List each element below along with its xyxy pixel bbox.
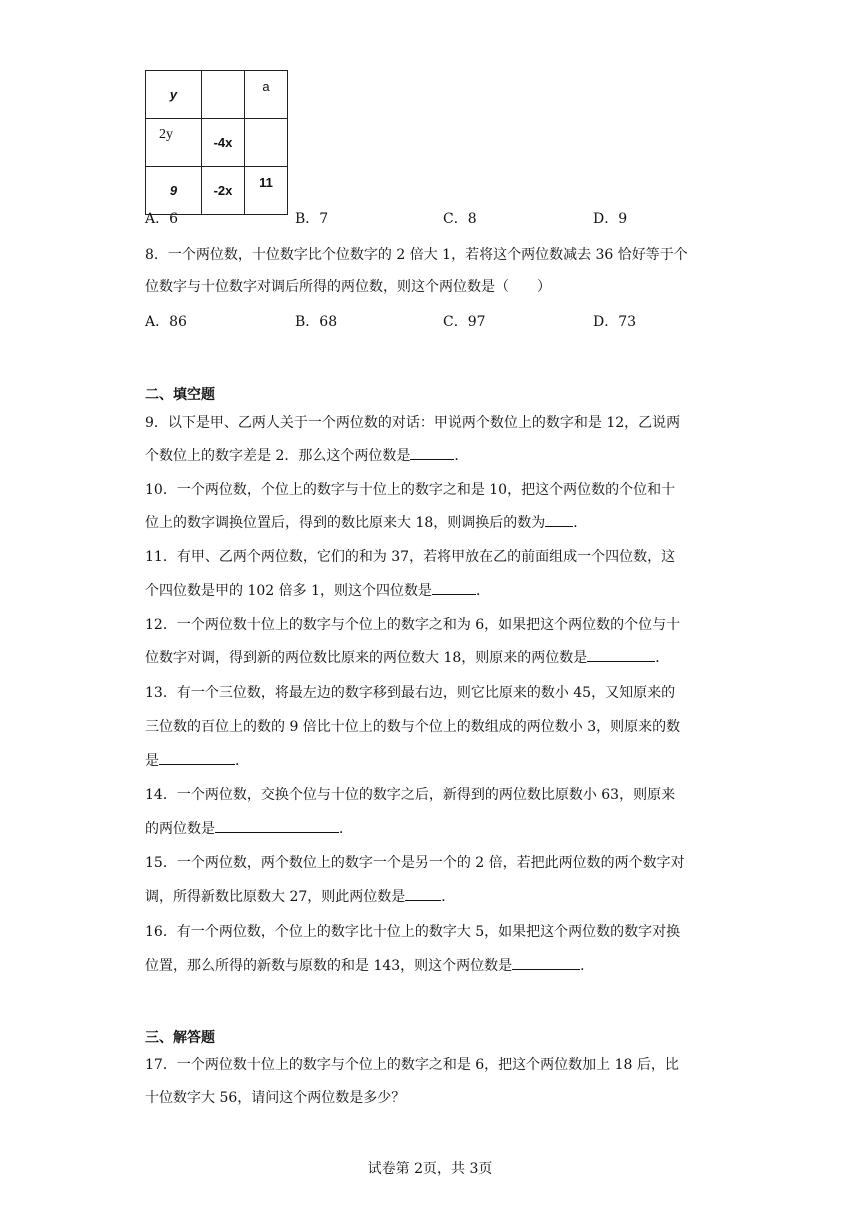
question-text: ．: [475, 583, 490, 599]
q14-line-2: [145, 818, 353, 838]
q8-line-2: 位数字与十位数字对调后所得的两位数，则这个两位数是（ ）: [145, 279, 551, 295]
q9-line-2: [145, 445, 468, 465]
question-text: 个数位上的数字差是 2．那么这个两位数是: [145, 448, 411, 464]
question-text: ．: [655, 650, 670, 666]
grid-cell: -2x: [202, 167, 245, 215]
q15-line-1: 15．一个两位数，两个数位上的数字一个是另一个的 2 倍，若把此两位数的两个数字对: [145, 855, 685, 871]
q13-line-2: 三位数的百位上的数的 9 倍比十位上的数与个位上的数组成的两位数小 3，则原来的数: [145, 719, 681, 735]
option-a: A．6: [145, 211, 179, 227]
q16-line-2: [145, 955, 594, 975]
page-footer: 试卷第 2页，共 3页: [367, 1161, 493, 1177]
question-text: ．: [454, 448, 469, 464]
answer-blank[interactable]: [512, 955, 580, 970]
q14-line-1: 14．一个两位数，交换个位与十位的数字之后，新得到的两位数比原数小 63，则原来: [145, 787, 676, 803]
question-text: ．: [580, 958, 595, 974]
question-text: ．: [573, 515, 588, 531]
q17-line-2: 十位数字大 56，请问这个两位数是多少？: [145, 1090, 406, 1106]
grid-cell: 9: [146, 167, 202, 215]
answer-blank[interactable]: [405, 886, 441, 901]
section-heading: 三、解答题: [145, 1030, 215, 1046]
question-text: 的两位数是: [145, 821, 215, 837]
q12-line-1: 12．一个两位数十位上的数字与个位上的数字之和为 6，如果把这个两位数的个位与十: [145, 617, 681, 633]
answer-blank[interactable]: [159, 750, 235, 765]
q10-line-2: [145, 512, 587, 532]
grid-cell: a: [245, 71, 288, 119]
answer-blank[interactable]: [545, 512, 573, 527]
grid-cell: y: [146, 71, 202, 119]
q11-line-2: [145, 580, 490, 600]
q8-line-1: 8．一个两位数，十位数字比个位数字的 2 倍大 1，若将这个两位数减去 36 恰好等于个: [145, 247, 688, 263]
answer-blank[interactable]: [432, 580, 476, 595]
option-c: C．97: [443, 314, 486, 330]
question-text: ．: [441, 889, 456, 905]
q13-line-3: [145, 750, 249, 770]
q15-line-2: [145, 886, 455, 906]
number-grid: [145, 70, 288, 215]
option-a: A．86: [145, 314, 187, 330]
grid-cell: 11: [245, 167, 288, 215]
q11-line-1: 11．有甲、乙两个两位数，它们的和为 37，若将甲放在乙的前面组成一个四位数，这: [145, 549, 676, 565]
q9-line-1: 9．以下是甲、乙两人关于一个两位数的对话：甲说两个数位上的数字和是 12，乙说两: [145, 415, 681, 431]
answer-blank[interactable]: [587, 647, 655, 662]
q7-options: [145, 208, 705, 228]
q16-line-1: 16．有一个两位数，个位上的数字比十位上的数字大 5，如果把这个两位数的数字对换: [145, 924, 681, 940]
option-b: B．68: [295, 314, 338, 330]
option-c: C．8: [443, 211, 477, 227]
q8-options: [145, 311, 705, 331]
question-text: ．: [235, 753, 249, 769]
grid-cell: [245, 119, 288, 167]
section-heading: 二、填空题: [145, 387, 215, 403]
question-text: 是: [145, 753, 159, 769]
option-d: D．73: [593, 314, 637, 330]
answer-blank[interactable]: [410, 445, 454, 460]
question-text: 位数字对调，得到新的两位数比原来的两位数大 18，则原来的两位数是: [145, 650, 588, 666]
q13-line-1: 13．有一个三位数，将最左边的数字移到最右边，则它比原来的数小 45，又知原来的: [145, 685, 676, 701]
grid-cell: -4x: [202, 119, 245, 167]
question-text: 位上的数字调换位置后，得到的数比原来大 18，则调换后的数为: [145, 515, 546, 531]
option-b: B．7: [295, 211, 329, 227]
question-text: 调，所得新数比原数大 27，则此两位数是: [145, 889, 406, 905]
option-d: D．9: [593, 211, 628, 227]
q17-line-1: 17．一个两位数十位上的数字与个位上的数字之和是 6，把这个两位数加上 18 后，比: [145, 1057, 679, 1073]
answer-blank[interactable]: [215, 818, 339, 833]
question-text: 位置，那么所得的新数与原数的和是 143，则这个两位数是: [145, 958, 513, 974]
question-text: ．: [339, 821, 353, 837]
grid-cell: 2y: [146, 119, 202, 167]
q12-line-2: [145, 647, 669, 667]
question-text: 个四位数是甲的 102 倍多 1，则这个四位数是: [145, 583, 432, 599]
grid-cell: [202, 71, 245, 119]
q10-line-1: 10．一个两位数，个位上的数字与十位上的数字之和是 10，把这个两位数的个位和十: [145, 482, 676, 498]
